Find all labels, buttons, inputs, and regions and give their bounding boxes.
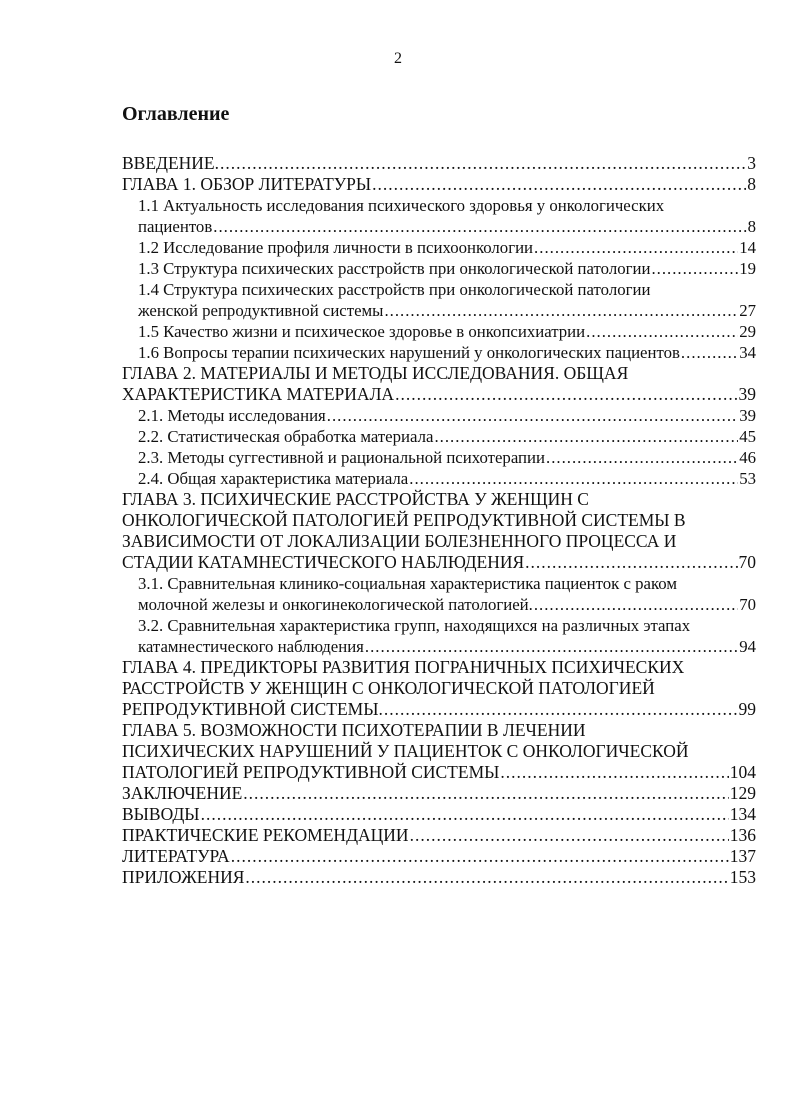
toc-entry[interactable] (122, 153, 756, 174)
dot-leader (231, 846, 729, 867)
toc-entry-title: СТАДИИ КАТАМНЕСТИЧЕСКОГО НАБЛЮДЕНИЯ (122, 552, 525, 572)
toc-entry-title: 2.4. Общая характеристика материала (138, 469, 409, 488)
toc-entry-title: ПАТОЛОГИЕЙ РЕПРОДУКТИВНОЙ СИСТЕМЫ (122, 762, 500, 782)
toc-entry[interactable] (122, 447, 756, 468)
toc-entry-page: 53 (739, 469, 756, 488)
toc-entry[interactable] (122, 615, 756, 657)
dot-leader (213, 216, 746, 237)
dot-leader (365, 636, 738, 657)
toc-entry-page: 45 (739, 427, 756, 446)
dot-leader (243, 783, 728, 804)
toc-entry-title: ЛИТЕРАТУРА (122, 846, 230, 866)
toc-entry[interactable] (122, 174, 756, 195)
dot-leader (327, 405, 738, 426)
toc-entry[interactable] (122, 489, 756, 573)
toc-entry-page: 39 (739, 406, 756, 425)
toc-title: Оглавление (122, 103, 230, 125)
toc-entry-page: 34 (739, 343, 756, 362)
toc-entry-page: 99 (738, 699, 756, 719)
toc-entry-title: катамнестического наблюдения (138, 637, 364, 656)
toc-entry-title-line: 1.1 Актуальность исследования психического здоровья у онкологических (138, 196, 665, 215)
toc-entry[interactable] (122, 783, 756, 804)
toc-entry-title-line: 1.4 Структура психических расстройств при онкологической патологии (138, 280, 651, 299)
toc-entry-title: молочной железы и онкогинекологической патологией. (138, 595, 533, 614)
dot-leader (546, 447, 738, 468)
dot-leader (245, 867, 728, 888)
toc-entry[interactable] (122, 846, 756, 867)
toc-entry-page: 129 (729, 783, 756, 803)
toc-entry[interactable] (122, 426, 756, 447)
table-of-contents (122, 153, 756, 888)
toc-entry[interactable] (122, 195, 756, 237)
toc-entry[interactable] (122, 825, 756, 846)
dot-leader (384, 699, 738, 720)
toc-entry-title: 1.6 Вопросы терапии психических нарушений у онкологических пациентов (138, 343, 680, 362)
toc-entry-page: 27 (739, 301, 756, 320)
toc-entry-page: 70 (738, 552, 756, 572)
toc-entry-title-line: ПСИХИЧЕСКИХ НАРУШЕНИЙ У ПАЦИЕНТОК С ОНКОЛОГИЧЕСКОЙ (122, 741, 689, 761)
dot-leader (395, 384, 737, 405)
toc-entry[interactable] (122, 804, 756, 825)
toc-entry[interactable] (122, 720, 756, 783)
toc-entry-page: 19 (739, 259, 756, 278)
toc-entry-title-line: ГЛАВА 3. ПСИХИЧЕСКИЕ РАССТРОЙСТВА У ЖЕНЩИН С (122, 489, 589, 509)
dot-leader (372, 174, 746, 195)
toc-entry-title: пациентов (138, 217, 213, 236)
dot-leader (409, 468, 738, 489)
toc-entry-title: женской репродуктивной системы (138, 301, 384, 320)
toc-entry-title: 2.2. Статистическая обработка материала (138, 427, 434, 446)
toc-entry[interactable] (122, 342, 756, 363)
dot-leader (410, 825, 729, 846)
toc-entry-title-line: ГЛАВА 4. ПРЕДИКТОРЫ РАЗВИТИЯ ПОГРАНИЧНЫХ ПСИХИЧЕСКИХ (122, 657, 685, 677)
toc-entry-page: 94 (739, 637, 756, 656)
toc-entry[interactable] (122, 258, 756, 279)
toc-entry-title: ПРАКТИЧЕСКИЕ РЕКОМЕНДАЦИИ (122, 825, 409, 845)
dot-leader (525, 552, 737, 573)
toc-entry-title: 1.3 Структура психических расстройств при онкологической патологии (138, 259, 651, 278)
toc-entry[interactable] (122, 867, 756, 888)
toc-entry-page: 104 (729, 762, 756, 782)
dot-leader (651, 258, 738, 279)
toc-entry-title: 2.3. Методы суггестивной и рациональной психотерапии (138, 448, 545, 467)
toc-entry[interactable] (122, 279, 756, 321)
toc-entry-title: ВВЕДЕНИЕ. (122, 153, 220, 173)
toc-entry-page: 134 (729, 804, 756, 824)
page-number: 2 (394, 50, 402, 67)
toc-entry-title: ХАРАКТЕРИСТИКА МАТЕРИАЛА (122, 384, 395, 404)
dot-leader (201, 804, 729, 825)
toc-entry-title-line: ОНКОЛОГИЧЕСКОЙ ПАТОЛОГИЕЙ РЕПРОДУКТИВНОЙ СИСТЕМЫ В (122, 510, 686, 530)
toc-entry-page: 137 (729, 846, 756, 866)
toc-entry-title-line: ГЛАВА 2. МАТЕРИАЛЫ И МЕТОДЫ ИССЛЕДОВАНИЯ. ОБЩАЯ (122, 363, 629, 383)
toc-entry[interactable] (122, 468, 756, 489)
dot-leader (220, 153, 746, 174)
dot-leader (384, 300, 738, 321)
toc-entry-title: ПРИЛОЖЕНИЯ (122, 867, 245, 887)
toc-entry-title-line: ГЛАВА 5. ВОЗМОЖНОСТИ ПСИХОТЕРАПИИ В ЛЕЧЕНИИ (122, 720, 586, 740)
dot-leader (500, 762, 728, 783)
toc-entry-title-line: ЗАВИСИМОСТИ ОТ ЛОКАЛИЗАЦИИ БОЛЕЗНЕННОГО ПРОЦЕССА И (122, 531, 677, 551)
toc-entry-title-line: 3.2. Сравнительная характеристика групп, находящихся на различных этапах (138, 616, 691, 635)
toc-entry-title-line: 3.1. Сравнительная клинико-социальная характеристика пациенток с раком (138, 574, 677, 593)
toc-entry-page: 153 (729, 867, 756, 887)
toc-entry-title: 1.2 Исследование профиля личности в психоонкологии (138, 238, 534, 257)
toc-entry[interactable] (122, 657, 756, 720)
toc-entry-title: 1.5 Качество жизни и психическое здоровье в онкопсихиатрии (138, 322, 586, 341)
dot-leader (586, 321, 738, 342)
dot-leader (434, 426, 738, 447)
toc-entry[interactable] (122, 405, 756, 426)
toc-entry-title-line: РАССТРОЙСТВ У ЖЕНЩИН С ОНКОЛОГИЧЕСКОЙ ПАТОЛОГИЕЙ (122, 678, 655, 698)
toc-entry-title: 2.1. Методы исследования (138, 406, 326, 425)
toc-entry[interactable] (122, 237, 756, 258)
toc-entry-page: 14 (739, 238, 756, 257)
toc-entry-title: ГЛАВА 1. ОБЗОР ЛИТЕРАТУРЫ (122, 174, 372, 194)
toc-entry-page: 3 (747, 153, 756, 173)
toc-entry-page: 70 (739, 595, 756, 614)
dot-leader (534, 594, 738, 615)
dot-leader (534, 237, 738, 258)
toc-entry-title: РЕПРОДУКТИВНОЙ СИСТЕМЫ. (122, 699, 383, 719)
toc-entry-page: 46 (739, 448, 756, 467)
toc-entry[interactable] (122, 573, 756, 615)
toc-entry-page: 136 (729, 825, 756, 845)
toc-entry-title: ВЫВОДЫ (122, 804, 200, 824)
toc-entry-page: 39 (738, 384, 756, 404)
toc-entry-title: ЗАКЛЮЧЕНИЕ (122, 783, 243, 803)
dot-leader (681, 342, 738, 363)
toc-entry-page: 8 (747, 217, 756, 236)
toc-entry-page: 29 (739, 322, 756, 341)
toc-entry-page: 8 (747, 174, 756, 194)
toc-entry[interactable] (122, 363, 756, 405)
toc-entry[interactable] (122, 321, 756, 342)
